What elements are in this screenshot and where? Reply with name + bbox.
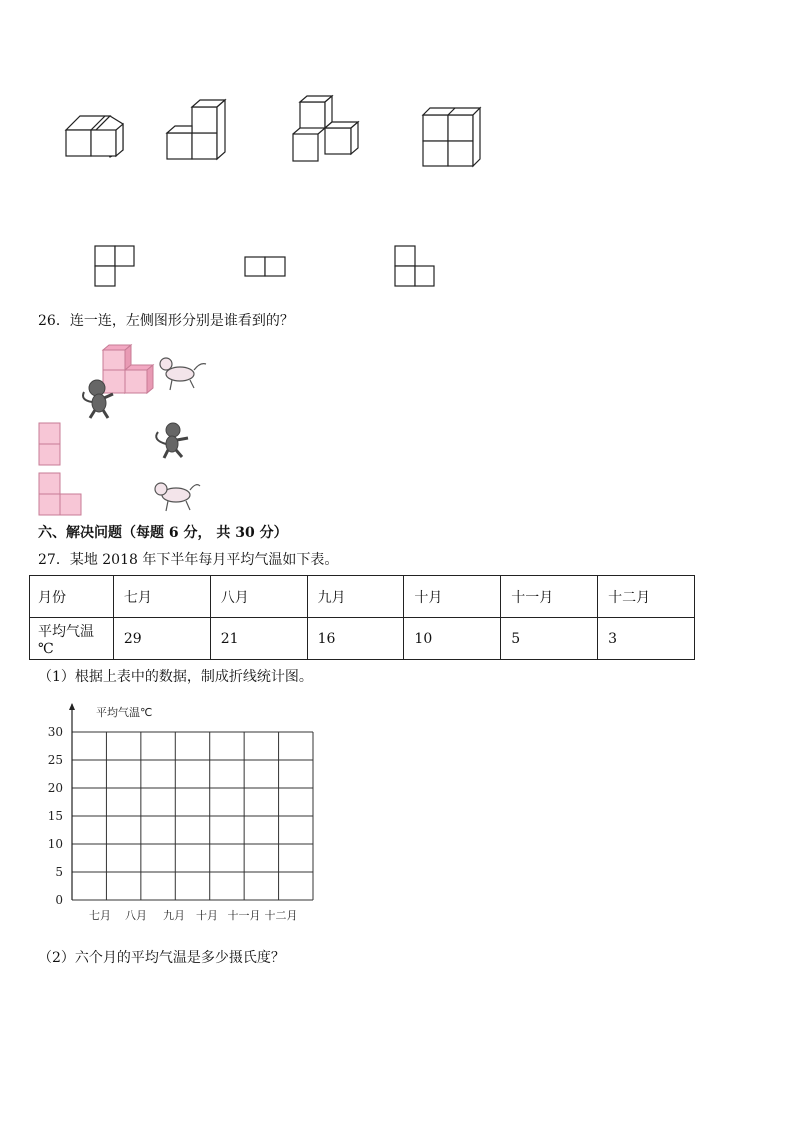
cube-figure-4 — [423, 108, 480, 166]
table-cell: 七月 — [113, 576, 210, 618]
monkey-icon-2 — [156, 423, 188, 458]
table-cell: 10 — [404, 618, 501, 660]
temperature-line-chart — [30, 700, 330, 940]
x-tick-label: 十一月 — [227, 909, 261, 922]
q26-figure — [0, 340, 794, 530]
view-shape-2 — [245, 257, 285, 276]
x-tick-label: 十二月 — [264, 909, 298, 922]
table-cell: 十月 — [404, 576, 501, 618]
section6-title: 六、解决问题（每题 6 分， 共 30 分） — [38, 525, 288, 541]
q27-title: 27．某地 2018 年下半年每月平均气温如下表。 — [38, 552, 339, 568]
y-tick-label: 10 — [47, 837, 63, 851]
table-cell: 16 — [307, 618, 404, 660]
pink-view-1 — [39, 423, 60, 465]
pink-view-2 — [39, 473, 81, 515]
y-tick-label: 30 — [47, 725, 63, 739]
y-tick-label: 25 — [47, 753, 63, 767]
dog-icon-2 — [155, 483, 200, 511]
dog-icon — [160, 358, 206, 390]
x-tick-label: 八月 — [125, 909, 147, 922]
view-shape-3 — [395, 246, 434, 286]
table-cell: 九月 — [307, 576, 404, 618]
y-tick-label: 0 — [55, 893, 63, 907]
table-cell: 八月 — [210, 576, 307, 618]
table-cell: 3 — [598, 618, 695, 660]
cube-figure-2 — [167, 100, 225, 159]
cube-figure-1 — [0, 0, 794, 300]
view-shape-1 — [95, 246, 134, 286]
table-cell: 平均气温 ℃ — [30, 618, 114, 660]
x-tick-label: 十月 — [196, 909, 218, 922]
q27-sub2: （2）六个月的平均气温是多少摄氏度？ — [38, 950, 285, 966]
table-cell: 十一月 — [501, 576, 598, 618]
y-tick-label: 5 — [55, 865, 63, 879]
x-tick-label: 九月 — [163, 909, 185, 922]
table-cell: 5 — [501, 618, 598, 660]
cube-figure-3 — [293, 96, 358, 161]
y-tick-label: 15 — [47, 809, 63, 823]
y-tick-label: 20 — [47, 781, 63, 795]
y-axis-label: 平均气温℃ — [96, 706, 153, 719]
table-cell: 十二月 — [598, 576, 695, 618]
temperature-table — [29, 575, 695, 660]
table-cell: 21 — [210, 618, 307, 660]
table-row-values — [30, 618, 695, 660]
q26-title: 26．连一连，左侧图形分别是谁看到的？ — [38, 313, 294, 329]
table-row-header — [30, 576, 695, 618]
y-axis-arrow — [69, 703, 75, 710]
x-tick-label: 七月 — [89, 909, 111, 922]
q27-sub1: （1）根据上表中的数据，制成折线统计图。 — [38, 669, 313, 685]
table-cell: 月份 — [30, 576, 114, 618]
table-cell: 29 — [113, 618, 210, 660]
